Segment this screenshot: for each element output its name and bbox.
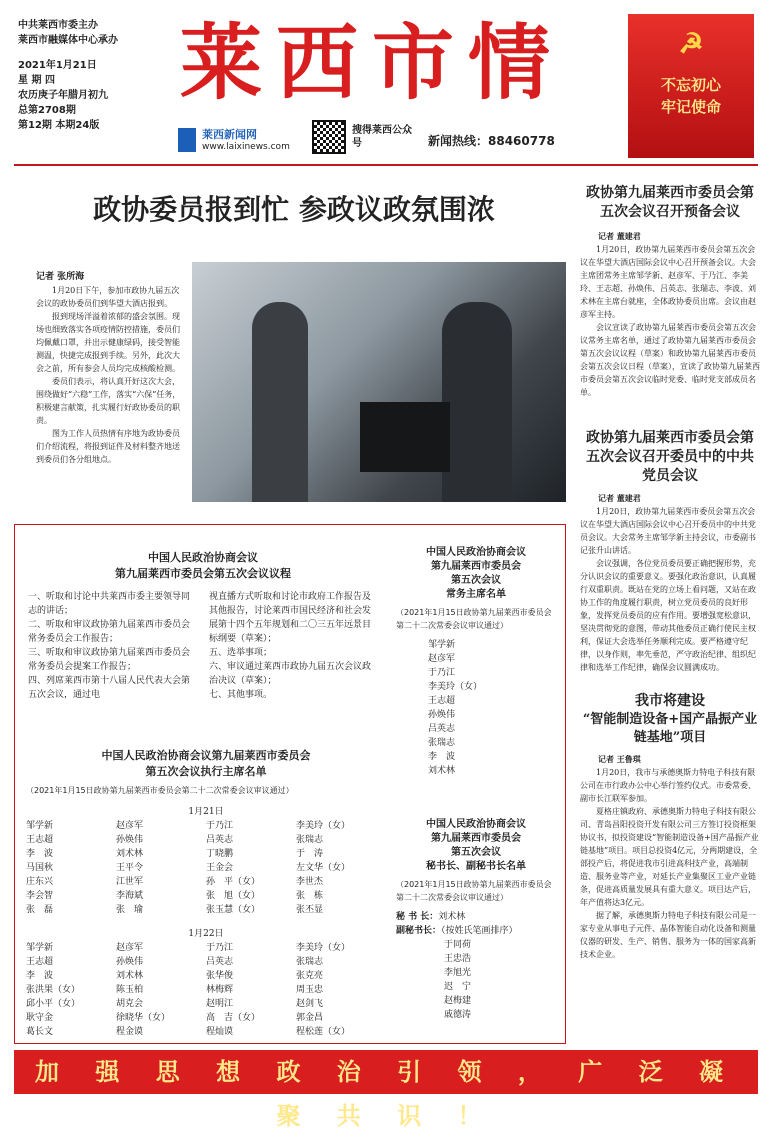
exec-name: 赵彦军 (116, 821, 144, 831)
issue-number: 第12期 本期24版 (18, 120, 100, 131)
preparatory-meeting-title: 政协第九届莱西市委员会第五次会议召开预备会议 (586, 185, 754, 220)
exec-name: 张克亮 (296, 971, 324, 981)
exec-name: 江世军 (116, 877, 144, 887)
exec-name: 王平令 (116, 863, 144, 873)
right3-paragraph: 据了解，承德奥斯力特电子科技有限公司是一家专业从事电子元件、晶体智能自动化设备和测量仪器的研发、生产、销售、服务为一体的国家高新技术企业。 (580, 911, 756, 959)
standing-name-list (396, 638, 556, 778)
exec-name: 孙 平（女） (206, 877, 261, 887)
footer-slogan: 加 强 思 想 政 治 引 领 ， 广 泛 凝 聚 共 识 ！ (14, 1050, 758, 1094)
exec-title-2: 第五次会议执行主席名单 (145, 765, 267, 778)
right3-byline: 记者 王鲁琪 (598, 755, 641, 764)
party-member-meeting-title: 政协第九届莱西市委员会第五次会议召开委员中的中共党员会议 (586, 430, 754, 484)
right2-byline: 记者 董建君 (598, 494, 641, 503)
newspaper-title: 莱西市情 (180, 15, 565, 111)
exec-note: （2021年1月15日政协第九届莱西市委员会第二十二次常委会议审议通过） (26, 786, 294, 795)
secretary-general-label: 秘 书 长： (396, 912, 439, 922)
exec-name: 程灿谟 (206, 1027, 234, 1037)
host-org: 莱西市融媒体中心承办 (18, 35, 118, 46)
exec-name: 高 吉（女） (206, 1013, 261, 1023)
exec-name: 张华俊 (206, 971, 234, 981)
standing-name: 李 波 (428, 752, 456, 762)
site-logo-icon (178, 128, 196, 152)
exec-name: 邹学新 (26, 821, 54, 831)
exec-name: 赵剑飞 (296, 999, 324, 1009)
exec-name: 张 瑜 (116, 905, 144, 915)
exec-name: 吕英志 (206, 957, 234, 967)
news-hotline: 新闻热线：88460778 (428, 134, 555, 148)
exec-name: 胡克会 (116, 999, 144, 1009)
day1-label: 1月21日 (188, 807, 224, 817)
standing-name: 于乃江 (428, 668, 456, 678)
standing-name: 李美玲（女） (428, 682, 483, 692)
secretary-note: （2021年1月15日政协第九届莱西市委员会第二十二次常委会议审议通过） (396, 880, 552, 902)
right3-paragraph: 1月20日，我市与承德奥斯力特电子科技有限公司在市行政办公中心举行签约仪式。市委常委、副市长江联军参加。 (580, 768, 756, 803)
sponsor-org: 中共莱西市委主办 (18, 20, 98, 31)
exec-name: 马国秋 (26, 863, 54, 873)
exec-name: 于乃江 (206, 821, 234, 831)
exec-title-1: 中国人民政治协商会议第九届莱西市委员会 (101, 749, 311, 762)
exec-name: 刘术林 (116, 971, 144, 981)
person-figure (442, 302, 512, 502)
main-paragraph: 1月20日下午，参加市政协九届五次会议的政协委员们到华望大酒店报到。 (36, 286, 180, 308)
main-byline: 记者 张所海 (36, 272, 85, 282)
party-banner (628, 14, 754, 158)
exec-name: 庄东兴 (26, 877, 54, 887)
exec-name: 张 旭（女） (206, 891, 261, 901)
exec-name: 张丕显 (296, 905, 324, 915)
agenda-title-1: 中国人民政治协商会议 (148, 551, 258, 564)
exec-name: 王志超 (26, 957, 54, 967)
main-paragraph: 委员们表示，将认真开好这次大会，围绕做好“六稳”工作，落实“六保”任务，积极建言献策，扎实履行好政协委员的职责。 (36, 377, 181, 425)
standing-name: 邹学新 (428, 640, 456, 650)
weekday: 星 期 四 (18, 75, 55, 86)
masthead-info (18, 18, 168, 133)
right1-paragraph: 会议宣读了政协第九届莱西市委员会第五次会议常务主席名单，通过了政协第九届莱西市委员会第五次会议议程（草案）和政协第九届莱西市委员会第五次会议日程（草案），宣读了政协第九届莱西市委员会第五次会议临时党委、临时党支部成员名单。 (580, 323, 760, 397)
deputy-secretary (396, 924, 556, 938)
exec-name: 于 涛 (296, 849, 324, 859)
exec-name: 赵明江 (206, 999, 234, 1009)
exec-name: 张 磊 (26, 905, 54, 915)
person-figure (252, 302, 308, 502)
exec-name: 李美玲（女） (296, 943, 351, 953)
standing-note: （2021年1月15日政协第九届莱西市委员会第二十二次常委会议审议通过） (396, 608, 552, 630)
exec-name: 李世杰 (296, 877, 324, 887)
deputy-name: 戚德涛 (444, 1010, 472, 1020)
secretary-title: 第五次会议 (451, 847, 501, 858)
exec-name: 赵彦军 (116, 943, 144, 953)
right2-paragraph: 1月20日，政协第九届莱西市委员会第五次会议在华望大酒店国际会议中心召开委员中的中共党员会议。大会常务主席邹学新主持会议，市委副书记张升山讲话。 (580, 507, 756, 555)
secretary-title: 第九届莱西市委员会 (431, 833, 521, 844)
secretary-section (396, 818, 556, 1022)
exec-name: 丁晓鹏 (206, 849, 234, 859)
qr-caption: 搜得莱西公众号 (352, 125, 412, 149)
deputy-name: 于同荷 (444, 940, 472, 950)
standing-name: 王志超 (428, 696, 456, 706)
document-bag (360, 402, 450, 472)
exec-name: 李美玲（女） (296, 821, 351, 831)
main-headline: 政协委员报到忙 参政议政氛围浓 (93, 193, 495, 226)
day2-label: 1月22日 (188, 929, 224, 939)
secretary-title: 秘书长、副秘书长名单 (426, 861, 526, 872)
main-paragraph: 报到现场洋溢着浓郁的盛会氛围。现场也细致落实各项疫情防控措施，委员们均佩戴口罩，并出示健康绿码，接受智能测温，快捷完成报到手续。另外，此次大会之前，所有参会人员均完成核酸检测。 (36, 312, 180, 373)
exec-name: 王金会 (206, 863, 234, 873)
lunar-date: 农历庚子年腊月初九 (18, 90, 108, 101)
banner-line-2: 牢记使命 (660, 98, 721, 116)
deputy-name: 李旭光 (444, 968, 472, 978)
exec-name: 林梅辉 (206, 985, 234, 995)
exec-name: 耿守金 (26, 1013, 54, 1023)
secretary-general-name: 刘术林 (438, 912, 466, 922)
exec-name: 李 波 (26, 849, 54, 859)
exec-name: 张 栋 (296, 891, 324, 901)
standing-name: 刘术林 (428, 766, 456, 776)
agenda-section (28, 550, 378, 702)
standing-title: 中国人民政治协商会议 (426, 547, 526, 558)
deputy-secretary-note: （按姓氏笔画排序） (441, 926, 518, 936)
site-name: 莱西新闻网 (202, 128, 257, 141)
standing-chair-section (396, 546, 556, 778)
exec-name: 孙焕伟 (116, 957, 144, 967)
exec-name: 陈玉柏 (116, 985, 144, 995)
right2-paragraph: 会议强调，各位党员委员要正确把握形势，充分认识会议的重要意义。要强化政治意识，认真履行双重职责。既站在党的立场上看问题，又站在政协工作的角度履行职责，树立党员委员的良好形象，发挥党员委员的应有作用。要增强宽松意识，坚决贯彻党的意图，带动其他委员正确行使民主权利，保证大会选举任务顺利完成。要严格遵守纪律，以身作则，率先垂范，严守政治纪律、组织纪律和选举工作纪律，确保会议圆满成功。 (580, 559, 756, 672)
exec-name: 程松莲（女） (296, 1027, 351, 1037)
exec-name: 张瑞志 (296, 957, 324, 967)
deputy-name: 赵梅建 (444, 996, 472, 1006)
masthead-divider (14, 164, 758, 166)
right1-paragraph: 1月20日，政协第九届莱西市委员会第五次会议在华望大酒店国际会议中心召开预备会议。大会主席团常务主席邹学新、赵彦军、于乃江、李美玲、王志超、孙焕伟、吕英志、张瑞志、李波、刘术林在主席台就座，全体政协委员出席。会议由赵彦军主持。 (580, 245, 756, 319)
deputy-name: 王忠浩 (444, 954, 472, 964)
right1-byline: 记者 董建君 (598, 232, 641, 241)
registration-photo (192, 262, 566, 502)
main-story-body (36, 270, 186, 466)
standing-name: 吕英志 (428, 724, 456, 734)
project-title-1: 我市将建设 (635, 693, 705, 709)
exec-name: 程金谟 (116, 1027, 144, 1037)
main-paragraph: 图为工作人员热情有序地为政协委员们介绍流程，将报到证件及材料整齐地送到委员们各分组地点。 (36, 429, 180, 464)
deputy-secretary-label: 副秘书长： (396, 926, 442, 936)
exec-name: 李会智 (26, 891, 54, 901)
standing-name: 赵彦军 (428, 654, 456, 664)
agenda-column-1: 一、听取和讨论中共莱西市委主要领导同志的讲话； 二、听取和审议政协第九届莱西市委员会常务委员会工作报告； 三、听取和审议政协第九届莱西市委员会常务委员会提案工作报告； 四、列席莱西市第十八届人民代表大会第五次会议，通过电 (28, 592, 191, 700)
standing-name: 孙焕伟 (428, 710, 456, 720)
agenda-column-2: 视直播方式听取和讨论市政府工作报告及其他报告，讨论莱西市国民经济和社会发展第十四个五年规划和二〇三五年远景目标纲要（草案）； 五、选举事项； 六、审议通过莱西市政协九届五次会议政治决议（草案）； 七、其他事项。 (209, 592, 372, 700)
exec-name: 吕英志 (206, 835, 234, 845)
standing-title: 常务主席名单 (446, 589, 506, 600)
exec-name: 张洪果（女） (26, 985, 81, 995)
right-column (580, 184, 760, 961)
exec-name: 孙焕伟 (116, 835, 144, 845)
exec-name: 邹学新 (26, 943, 54, 953)
standing-title: 第九届莱西市委员会 (431, 561, 521, 572)
exec-name: 周玉忠 (296, 985, 324, 995)
right3-paragraph: 夏格庄镇政府、承德奥斯力特电子科技有限公司、青岛昌阳投资开发有限公司三方签订投资框架协议书，拟投资建设“智能制造设备+国产晶振产业链基地”项目。项目总投资4亿元，分两期建设，全部投产后，将促进我市引进高科技产业，高端制造、服务业等产业，对延长产业集聚区工业产业链条，促进高质量发展具有重大意义。项目达产后，年产值将达3亿元。 (580, 807, 759, 907)
exec-name: 于乃江 (206, 943, 234, 953)
secretary-title: 中国人民政治协商会议 (426, 819, 526, 830)
day1-name-grid (26, 819, 386, 917)
exec-name: 王志超 (26, 835, 54, 845)
exec-name: 徐晓华（女） (116, 1013, 171, 1023)
exec-name: 李 波 (26, 971, 54, 981)
exec-name: 郭金昌 (296, 1013, 324, 1023)
exec-name: 张玉慧（女） (206, 905, 261, 915)
qr-code-icon (312, 120, 346, 154)
agenda-title-2: 第九届莱西市委员会第五次会议议程 (115, 567, 291, 580)
deputy-name: 迟 宁 (444, 982, 472, 992)
site-url: www.laixinews.com (202, 142, 290, 152)
issue-date: 2021年1月21日 (18, 60, 97, 71)
standing-title: 第五次会议 (451, 575, 501, 586)
day2-name-grid (26, 941, 386, 1039)
exec-name: 邱小平（女） (26, 999, 81, 1009)
exec-name: 张瑞志 (296, 835, 324, 845)
deputy-name-list (396, 938, 556, 1022)
exec-name: 李海斌 (116, 891, 144, 901)
exec-chair-section (26, 748, 386, 1039)
banner-line-1: 不忘初心 (660, 76, 721, 94)
party-emblem-icon: ☭ (678, 27, 704, 60)
exec-name: 左文华（女） (296, 863, 351, 873)
exec-name: 葛长文 (26, 1027, 54, 1037)
secretary-general (396, 910, 556, 924)
project-title-2: “智能制造设备+国产晶振产业链基地”项目 (582, 712, 758, 745)
total-issue: 总第2708期 (18, 105, 76, 116)
standing-name: 张瑞志 (428, 738, 456, 748)
exec-name: 刘术林 (116, 849, 144, 859)
